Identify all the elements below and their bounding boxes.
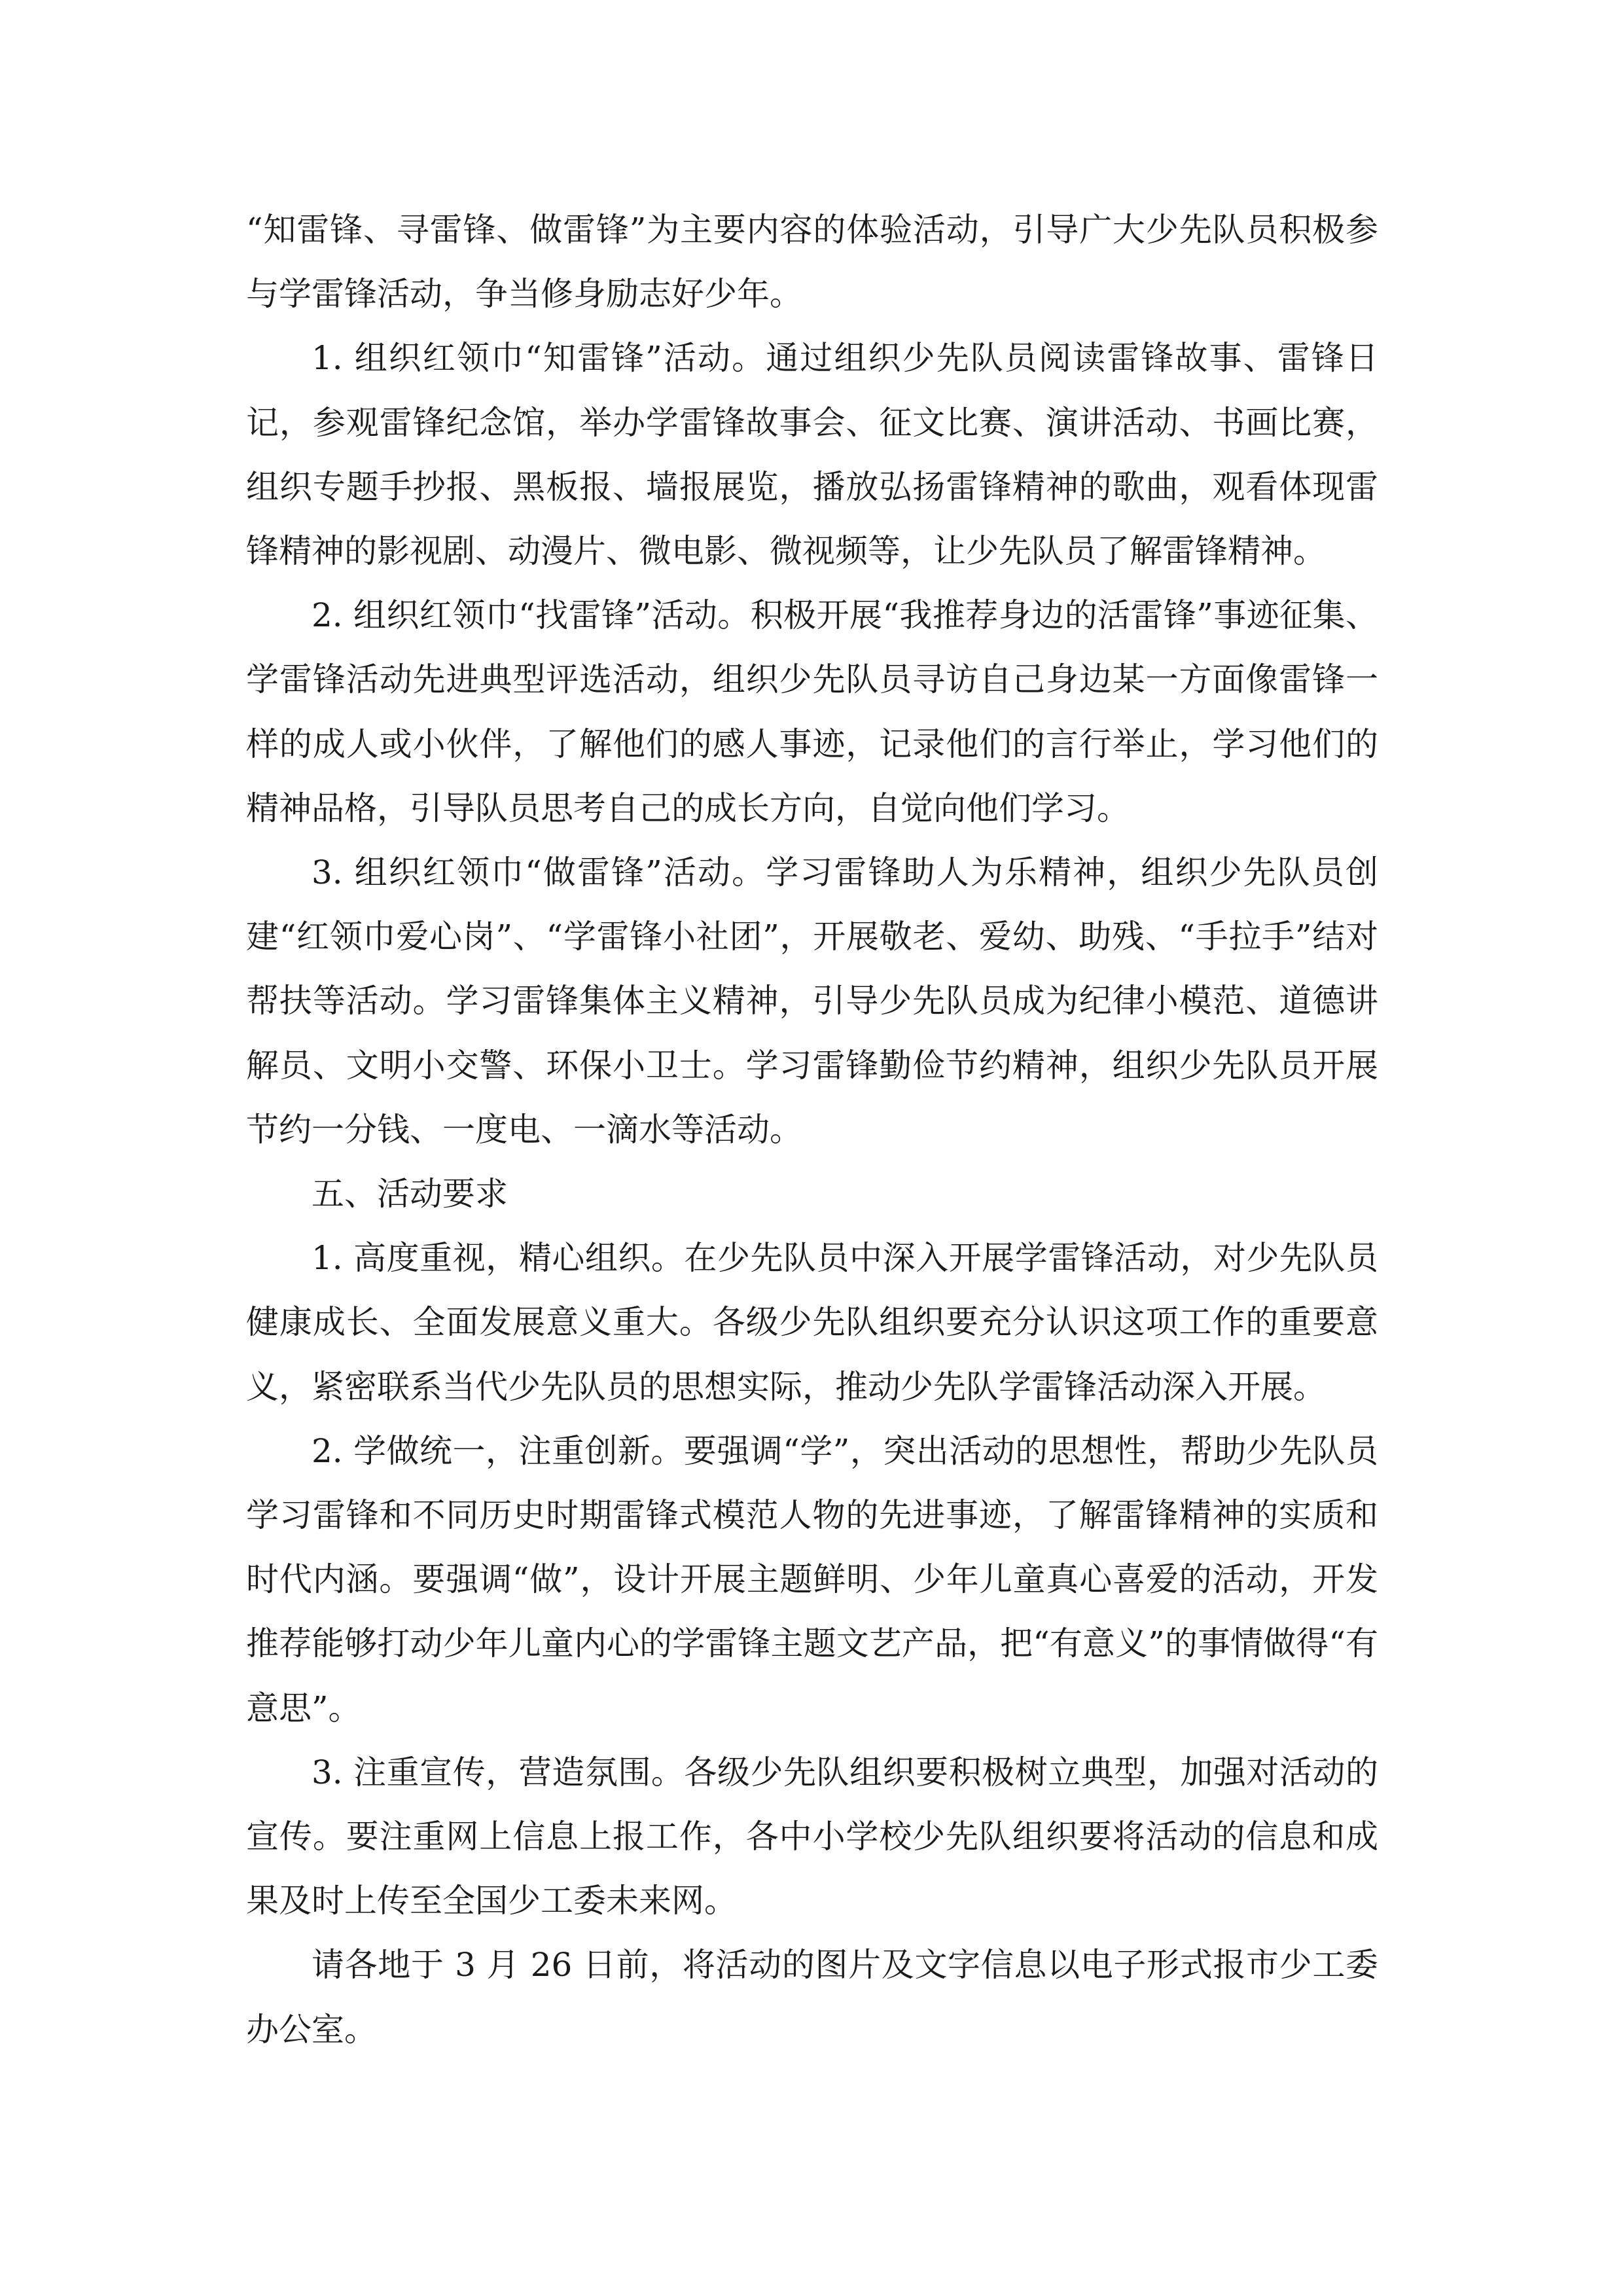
paragraph-requirement-1: 1. 高度重视，精心组织。在少先队员中深入开展学雷锋活动，对少先队员健康成长、全面发展意义重大。各级少先队组织要充分认识这项工作的重要意义，紧密联系当代少先队员的思想实际，推动少先队学雷锋活动深入开展。 bbox=[246, 1239, 1378, 1406]
paragraph-activity-do-leifeng: 3. 组织红领巾“做雷锋”活动。学习雷锋助人为乐精神，组织少先队员创建“红领巾爱心岗”、“学雷锋小社团”，开展敬老、爱幼、助残、“手拉手”结对帮扶等活动。学习雷锋集体主义精神，引导少先队员成为纪律小模范、道德讲解员、文明小交警、环保小卫士。学习雷锋勤俭节约精神，组织少先队员开展节约一分钱、一度电、一滴水等活动。 bbox=[246, 853, 1378, 1149]
paragraph-requirement-2: 2. 学做统一，注重创新。要强调“学”，突出活动的思想性，帮助少先队员学习雷锋和不同历史时期雷锋式模范人物的先进事迹，了解雷锋精神的实质和时代内涵。要强调“做”，设计开展主题鲜明、少年儿童真心喜爱的活动，开发推荐能够打动少年儿童内心的学雷锋主题文艺产品，把“有意义”的事情做得“有意思”。 bbox=[246, 1431, 1378, 1727]
paragraph-requirement-3: 3. 注重宣传，营造氛围。各级少先队组织要积极树立典型，加强对活动的宣传。要注重网上信息上报工作，各中小学校少先队组织要将活动的信息和成果及时上传至全国少工委未来网。 bbox=[246, 1753, 1378, 1920]
paragraph-submission-note: 请各地于 3 月 26 日前，将活动的图片及文字信息以电子形式报市少工委办公室。 bbox=[246, 1946, 1378, 2049]
section-heading-requirements: 五、活动要求 bbox=[312, 1175, 508, 1213]
paragraph-intro-continuation: “知雷锋、寻雷锋、做雷锋”为主要内容的体验活动，引导广大少先队员积极参与学雷锋活动，争当修身励志好少年。 bbox=[246, 211, 1378, 314]
paragraph-activity-know-leifeng: 1. 组织红领巾“知雷锋”活动。通过组织少先队员阅读雷锋故事、雷锋日记，参观雷锋纪念馆，举办学雷锋故事会、征文比赛、演讲活动、书画比赛，组织专题手抄报、黑板报、墙报展览，播放弘扬雷锋精神的歌曲，观看体现雷锋精神的影视剧、动漫片、微电影、微视频等，让少先队员了解雷锋精神。 bbox=[246, 339, 1378, 571]
document-body bbox=[246, 198, 1378, 2062]
paragraph-activity-find-leifeng: 2. 组织红领巾“找雷锋”活动。积极开展“我推荐身边的活雷锋”事迹征集、学雷锋活动先进典型评选活动，组织少先队员寻访自己身边某一方面像雷锋一样的成人或小伙伴，了解他们的感人事迹，记录他们的言行举止，学习他们的精神品格，引导队员思考自己的成长方向，自觉向他们学习。 bbox=[246, 596, 1378, 827]
